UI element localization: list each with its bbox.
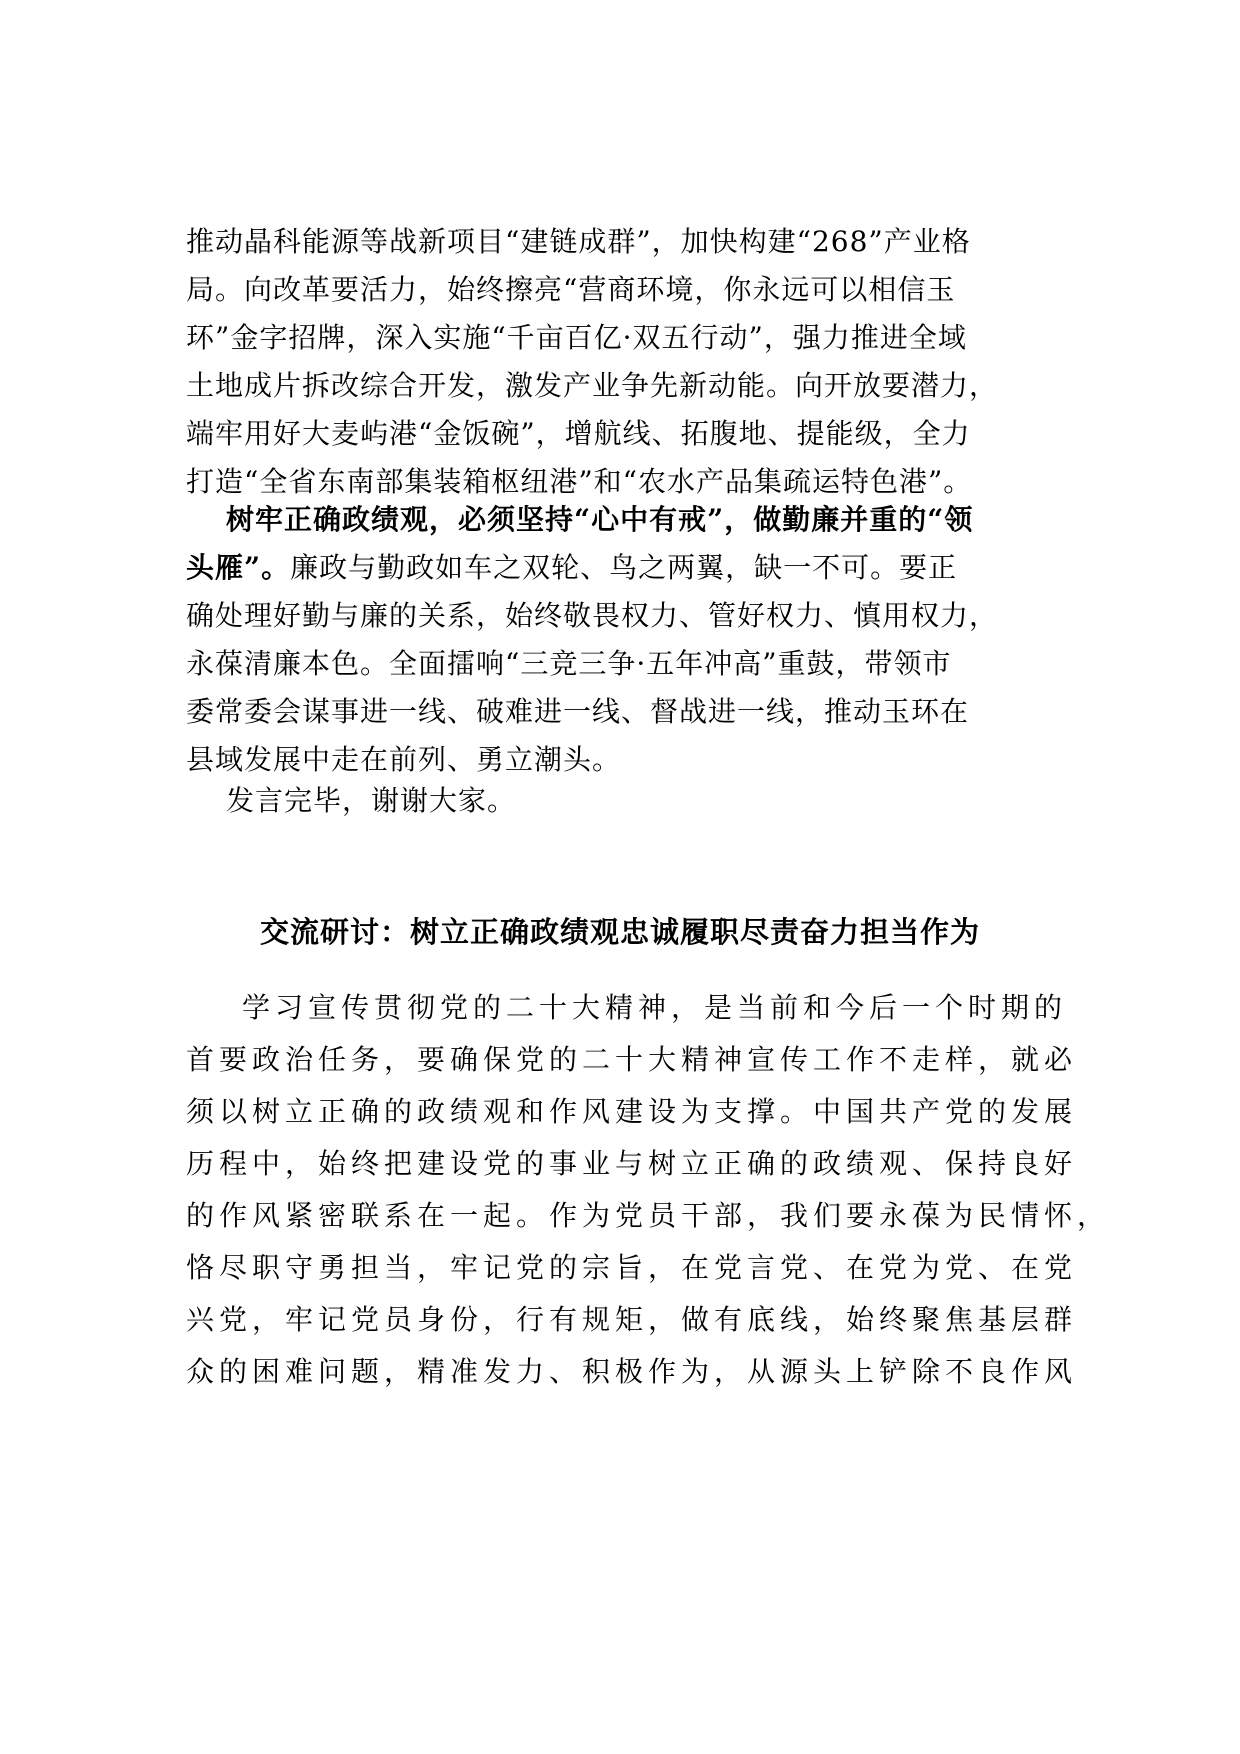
text-line: 永葆清廉本色。全面擂响“三竞三争·五年冲高”重鼓，带领市: [186, 647, 952, 680]
text-line: 众的困难问题，精准发力、积极作为，从源头上铲除不良作风: [186, 1355, 1078, 1388]
text-line: 须以树立正确的政绩观和作风建设为支撑。中国共产党的发展: [186, 1095, 1078, 1128]
text-line: 委常委会谋事进一线、破难进一线、督战进一线，推动玉环在: [186, 695, 970, 728]
text-line: [186, 544, 1066, 592]
text-line: 确处理好勤与廉的关系，始终敬畏权力、管好权力、慎用权力，: [186, 599, 999, 632]
bold-lead-tail: 头雁”。: [186, 551, 291, 584]
text-line: 环”金字招牌，深入实施“千亩百亿·双五行动”，强力推进全域: [186, 321, 967, 354]
article-body-paragraph: [186, 982, 1111, 1398]
article-title: 交流研讨：树立正确政绩观忠诚履职尽责奋力担当作为: [259, 915, 980, 949]
text-line: 学习宣传贯彻党的二十大精神，是当前和今后一个时期的: [242, 991, 1068, 1024]
text-line: 土地成片拆改综合开发，激发产业争先新动能。向开放要潜力，: [186, 369, 999, 402]
text-line: 兴党，牢记党员身份，行有规矩，做有底线，始终聚焦基层群: [186, 1303, 1078, 1336]
paragraph-open-reform: [186, 218, 1066, 506]
text-line: 历程中，始终把建设党的事业与树立正确的政绩观、保持良好: [186, 1147, 1078, 1180]
text-line: 打造“全省东南部集装箱枢纽港”和“农水产品集疏运特色港”。: [186, 465, 973, 498]
text-line: 首要政治任务，要确保党的二十大精神宣传工作不走样，就必: [186, 1043, 1078, 1076]
text-line: 县域发展中走在前列、勇立潮头。: [186, 743, 622, 776]
bold-lead-line: 树牢正确政绩观，必须坚持“心中有戒”，做勤廉并重的“领: [226, 503, 974, 536]
text-line: 恪尽职守勇担当，牢记党的宗旨，在党言党、在党为党、在党: [186, 1251, 1078, 1284]
text-line: 的作风紧密联系在一起。作为党员干部，我们要永葆为民情怀，: [186, 1199, 1111, 1232]
text-run: 廉政与勤政如车之双轮、鸟之两翼，缺一不可。要正: [290, 551, 958, 584]
text-line: 局。向改革要活力，始终擦亮“营商环境，你永远可以相信玉: [186, 273, 956, 306]
paragraph-integrity: [186, 496, 1066, 784]
text-line: 推动晶科能源等战新项目“建链成群”，加快构建“268”产业格: [186, 225, 971, 258]
closing-remark: [186, 777, 1066, 825]
closing-line: 发言完毕，谢谢大家。: [226, 784, 517, 817]
text-line: 端牢用好大麦屿港“金饭碗”，增航线、拓腹地、提能级，全力: [186, 417, 971, 450]
